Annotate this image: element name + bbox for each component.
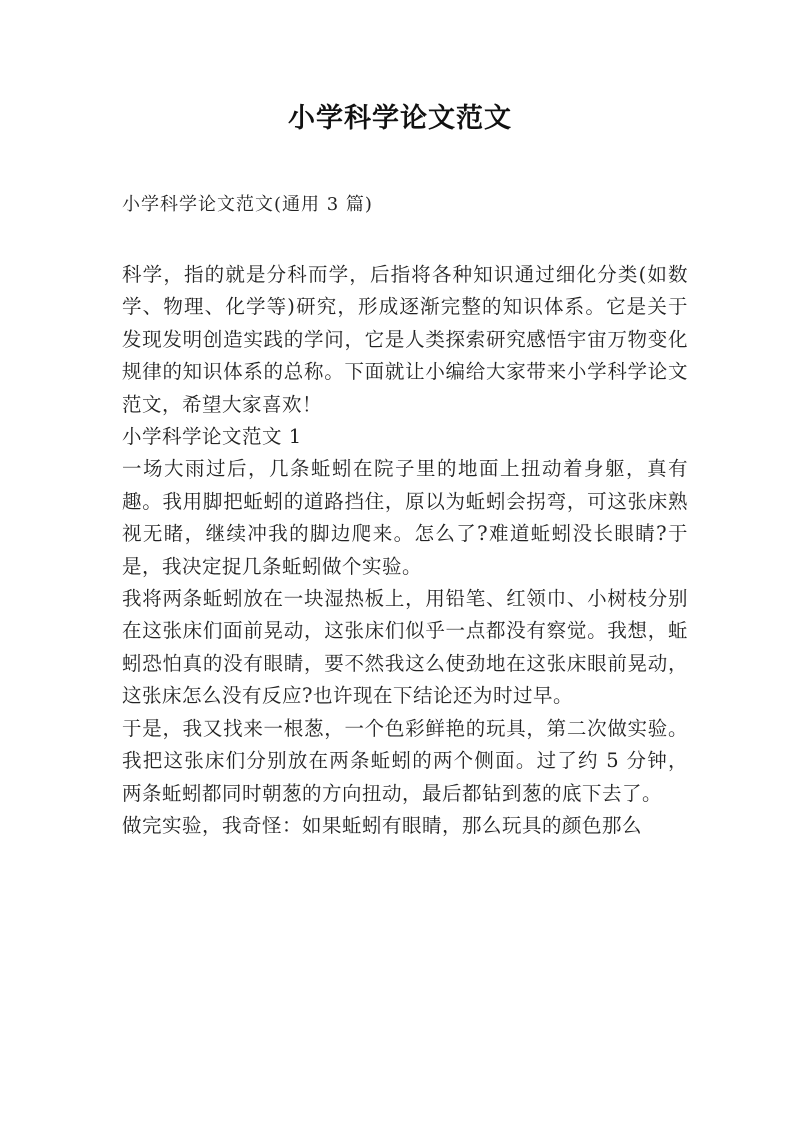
- document-body: [122, 259, 688, 842]
- body-paragraph: 一场大雨过后，几条蚯蚓在院子里的地面上扭动着身躯，真有趣。我用脚把蚯蚓的道路挡住，原以为蚯蚓会拐弯，可这张床熟视无睹，继续冲我的脚边爬来。怎么了?难道蚯蚓没长眼睛?于是，我决定捉几条蚯蚓做个实验。: [122, 457, 688, 578]
- body-paragraph: 我将两条蚯蚓放在一块湿热板上，用铅笔、红领巾、小树枝分别在这张床们面前晃动，这张床们似乎一点都没有察觉。我想，蚯蚓恐怕真的没有眼睛，要不然我这么使劲地在这张床眼前晃动，这张床怎么没有反应?也许现在下结论还为时过早。: [122, 587, 688, 708]
- intro-paragraph: 科学，指的就是分科而学，后指将各种知识通过细化分类(如数学、物理、化学等)研究，形成逐渐完整的知识体系。它是关于发现发明创造实践的学问，它是人类探索研究感悟宇宙万物变化规律的知识体系的总称。下面就让小编给大家带来小学科学论文范文，希望大家喜欢！: [122, 263, 688, 416]
- body-paragraph: 于是，我又找来一根葱，一个色彩鲜艳的玩具，第二次做实验。我把这张床们分别放在两条蚯蚓的两个侧面。过了约 5 分钟，两条蚯蚓都同时朝葱的方向扭动，最后都钻到葱的底下去了。: [122, 716, 688, 805]
- body-paragraph: 做完实验，我奇怪：如果蚯蚓有眼睛，那么玩具的颜色那么: [122, 813, 643, 837]
- section-heading: 小学科学论文范文 1: [122, 425, 302, 449]
- document-subtitle: 小学科学论文范文(通用 3 篇): [122, 194, 373, 215]
- document-title: 小学科学论文范文: [288, 103, 512, 134]
